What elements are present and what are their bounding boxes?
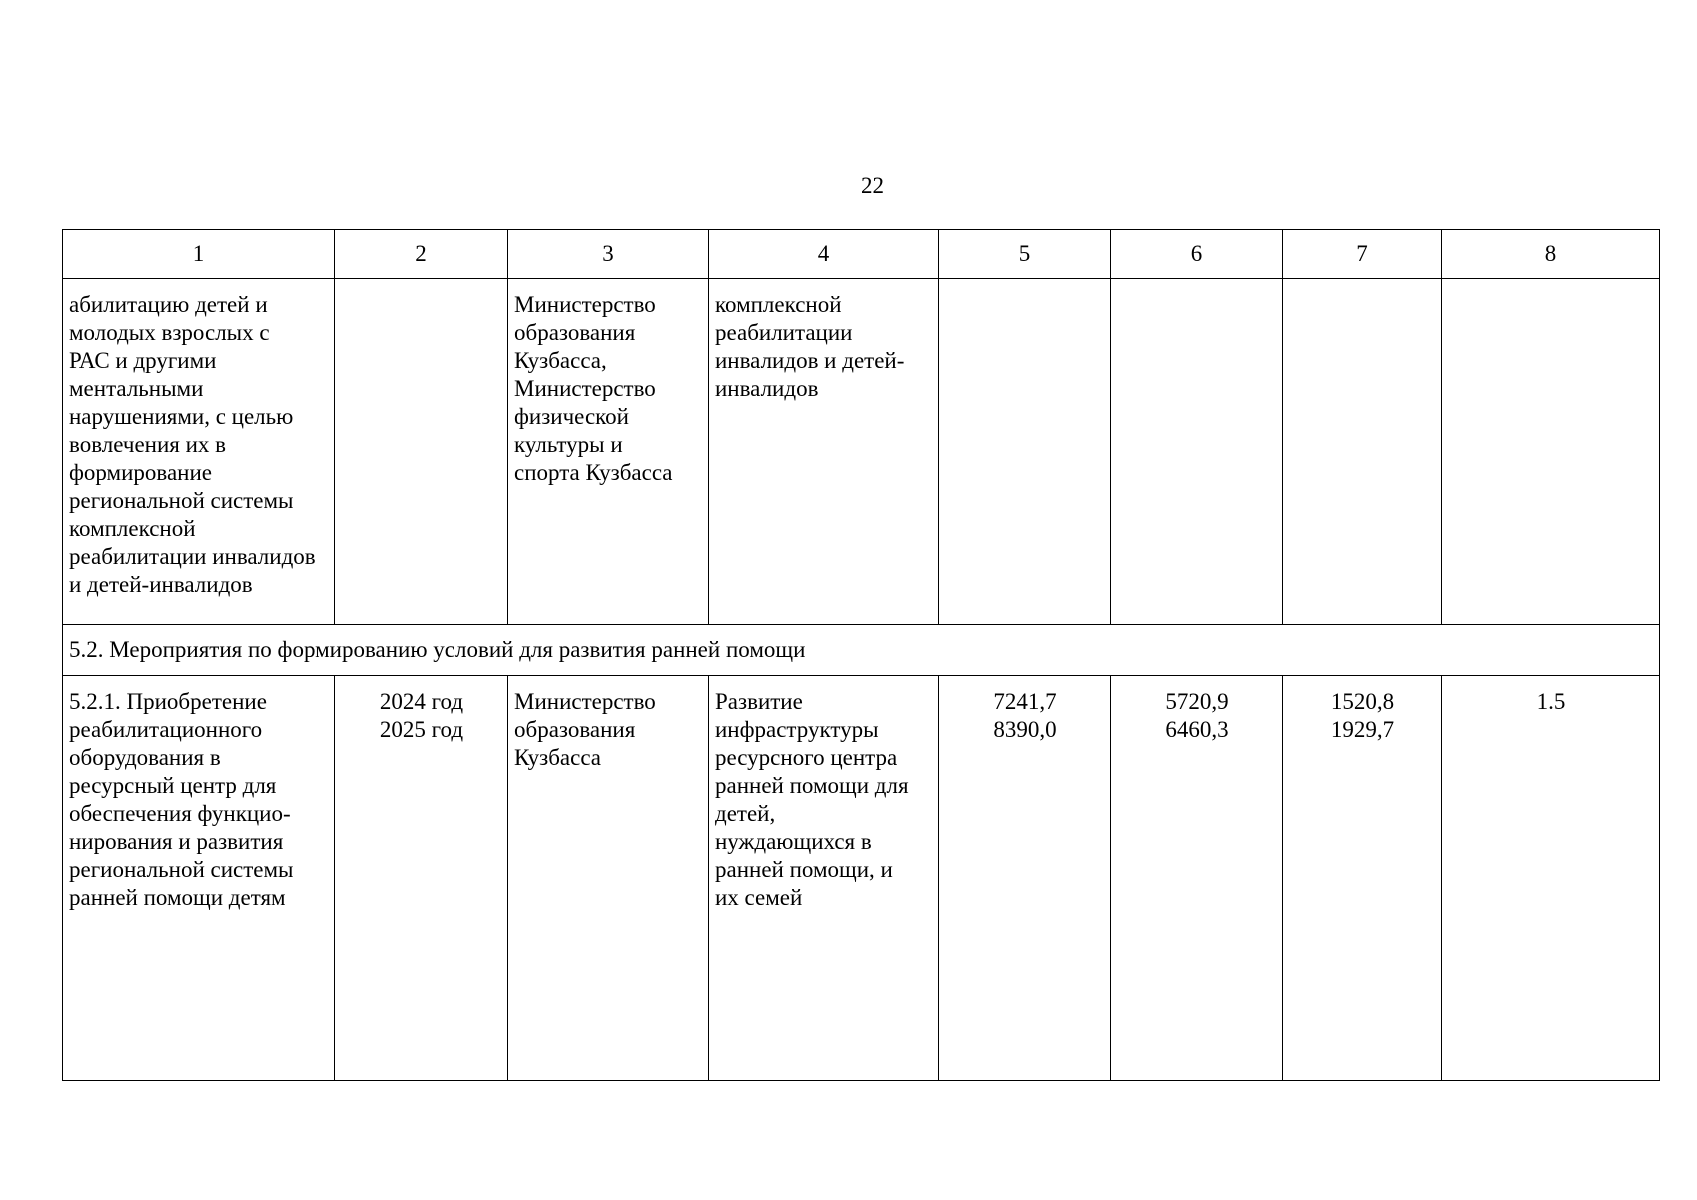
section-title: 5.2. Мероприятия по формированию условий для развития ранней помощи [63,625,1660,676]
expected-result-cell: комплексной реабилитации инвалидов и детей- инвалидов [709,279,939,625]
column-header-7: 7 [1283,230,1442,279]
column-header-8: 8 [1442,230,1660,279]
executor-cell: Министерство образования Кузбасса, Министерство физической культуры и спорта Кузбасса [508,279,709,625]
executor-cell: Министерство образования Кузбасса [508,676,709,1081]
table-section-row [63,625,1660,676]
column-header-4: 4 [709,230,939,279]
indicator-cell: 1.5 [1442,676,1660,1081]
indicator-cell [1442,279,1660,625]
federal-funding-cell [1111,279,1283,625]
federal-funding-cell: 5720,9 6460,3 [1111,676,1283,1081]
column-header-1: 1 [63,230,335,279]
regional-funding-cell [1283,279,1442,625]
measure-description-cell: 5.2.1. Приобретение реабилитационного оборудования в ресурсный центр для обеспечения функцио- нирования и развития региональной системы ранней помощи детям [63,676,335,1081]
expected-result-cell: Развитие инфраструктуры ресурсного центра ранней помощи для детей, нуждающихся в ранней помощи, и их семей [709,676,939,1081]
measures-table [62,229,1660,1081]
column-header-3: 3 [508,230,709,279]
table-row-continuation [63,279,1660,625]
period-cell: 2024 год 2025 год [335,676,508,1081]
total-funding-cell: 7241,7 8390,0 [939,676,1111,1081]
regional-funding-cell: 1520,8 1929,7 [1283,676,1442,1081]
measure-description-cell: абилитацию детей и молодых взрослых с РАС и другими ментальными нарушениями, с целью вовлечения их в формирование региональной системы комплексной реабилитации инвалидов и детей-инвалидов [63,279,335,625]
page-number: 22 [861,173,884,198]
table-row-5-2-1 [63,676,1660,1081]
column-header-2: 2 [335,230,508,279]
total-funding-cell [939,279,1111,625]
column-header-6: 6 [1111,230,1283,279]
table-header-row [63,230,1660,279]
column-header-5: 5 [939,230,1111,279]
period-cell [335,279,508,625]
